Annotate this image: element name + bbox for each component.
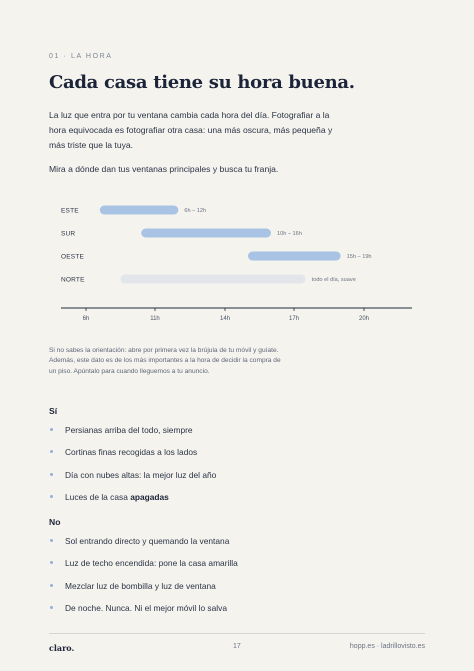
list-item-text: Persianas arriba del todo, siempre [65, 425, 193, 435]
bullet-dot-icon [50, 428, 53, 431]
x-tick-label: 11h [150, 316, 160, 322]
bullet-dot-icon [50, 606, 53, 609]
list-item [49, 558, 238, 580]
x-tick-label: 20h [358, 316, 370, 322]
orientation-light-chart [0, 195, 474, 330]
list-item [49, 536, 238, 558]
yes-list [49, 425, 216, 514]
intro-instruction: Mira a dónde dan tus ventanas principales y busca tu franja. [49, 164, 279, 174]
list-item [49, 470, 216, 492]
row-label-sur: SUR [61, 230, 76, 238]
no-heading: No [49, 517, 61, 527]
range-bar-oeste [248, 252, 341, 261]
no-list [49, 536, 238, 625]
intro-paragraph: La luz que entra por tu ventana cambia cada hora del día. Fotografiar a la hora equivocada es fotografiar otra casa: una más oscura, más pequeña y más triste que la tuya. [49, 110, 333, 150]
x-tick-label: 14h [219, 316, 231, 322]
list-item-text: Cortinas finas recogidas a los lados [65, 447, 198, 458]
range-label-norte: todo el día, suave [311, 277, 356, 283]
bullet-dot-icon [50, 450, 53, 453]
bullet-dot-icon [50, 495, 53, 498]
list-item [49, 425, 216, 447]
list-item [49, 581, 238, 603]
orientation-footnote: Si no sabes la orientación: abre por primera vez la brújula de tu móvil y guíate. Además, este dato es de los más importantes a la hora de decidir la compra de un piso. Apúntalo para cuando lleguemos a tu anuncio. [49, 347, 281, 375]
bullet-dot-icon [50, 473, 53, 476]
list-item-text: Sol entrando directo y quemando la ventana [65, 536, 230, 546]
list-item-text: Luces de la casa [65, 491, 131, 502]
range-label-este: 6h – 12h [184, 208, 207, 214]
bullet-dot-icon [50, 584, 53, 587]
list-item-text: Luz de techo encendida: pone la casa amarilla [65, 558, 238, 569]
row-label-norte: NORTE [61, 276, 85, 284]
page-number: 17 [233, 643, 241, 650]
page-title: Cada casa tiene su hora buena. [49, 72, 355, 93]
yes-heading: Sí [49, 406, 58, 416]
row-label-oeste: OESTE [61, 253, 85, 261]
bullet-dot-icon [50, 539, 53, 542]
range-bar-este [100, 206, 179, 215]
list-item-text: Día con nubes altas: la mejor luz del año [65, 469, 217, 480]
range-bar-sur [141, 229, 271, 238]
brand-logo: claro. [49, 643, 75, 653]
range-label-sur: 10h – 16h [277, 231, 302, 237]
list-item [49, 492, 216, 514]
list-item-text: Mezclar luz de bombilla y luz de ventana [65, 580, 216, 591]
list-item [49, 603, 238, 625]
list-item-text: De noche. Nunca. Ni el mejor móvil lo salva [65, 602, 227, 613]
range-label-oeste: 15h – 19h [346, 254, 372, 260]
bullet-dot-icon [50, 561, 53, 564]
range-bar-norte [121, 275, 306, 284]
list-item [49, 447, 216, 469]
x-tick-label: 17h [288, 316, 300, 322]
list-item-emphasis: apagadas [130, 491, 169, 502]
footer-divider [49, 633, 425, 634]
footer-sites: hopp.es · ladrillovisto.es [349, 643, 425, 650]
section-eyebrow: 01 · LA HORA [49, 53, 113, 60]
x-tick-label: 6h [82, 316, 90, 322]
row-label-este: ESTE [61, 207, 79, 215]
